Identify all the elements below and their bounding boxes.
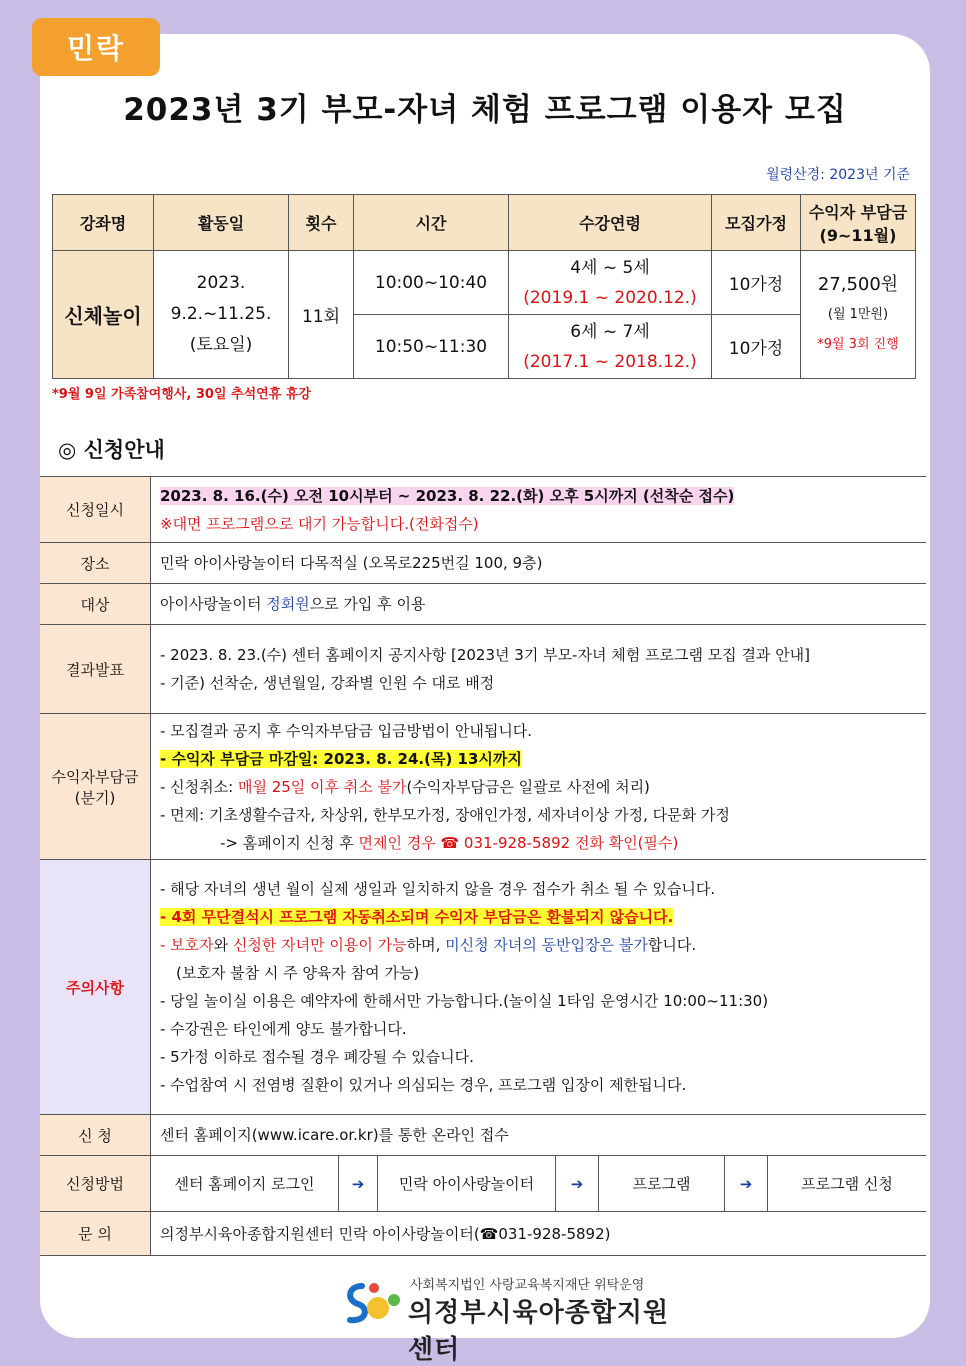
method-step-2: 민락 아이사랑놀이터 xyxy=(378,1156,556,1211)
fee-exempt-contact xyxy=(160,829,926,857)
course-dates xyxy=(154,251,289,379)
fee-cancel-prefix: - 신청취소: xyxy=(160,777,238,796)
place: 민락 아이사랑놀이터 다목적실 (오목로225번길 100, 9층) xyxy=(151,543,927,584)
apply-date-note: ※대면 프로그램으로 대기 가능합니다.(전화접수) xyxy=(160,514,479,533)
fee-line-1: - 모집결과 공지 후 수익자부담금 입금방법이 안내됩니다. xyxy=(160,721,533,740)
caution-line-3 xyxy=(160,931,926,959)
header-count: 횟수 xyxy=(289,195,354,251)
label-caution: 주의사항 xyxy=(40,860,151,1115)
course-date-line3: (토요일) xyxy=(189,335,253,355)
fee-monthly: (월 1만원) xyxy=(827,306,889,322)
section-title: ◎ 신청안내 xyxy=(58,438,165,462)
caution-line-2: - 4회 무단결석시 프로그램 자동취소되며 수익자 부담금은 환불되지 않습니다. xyxy=(160,908,674,926)
course-date-line2: 9.2.~11.25. xyxy=(170,304,272,324)
caution-line-8: - 수업참여 시 전염병 질환이 있거나 의심되는 경우, 프로그램 입장이 제한됩니다. xyxy=(160,1076,687,1094)
info-table xyxy=(40,476,926,1256)
fee-cell xyxy=(801,251,916,379)
course-date-line1: 2023. xyxy=(196,273,246,293)
header-fee xyxy=(801,195,916,251)
header-fee-line1: 수익자 부담금 xyxy=(808,202,908,222)
arrow-icon: ➔ xyxy=(725,1156,768,1211)
fee-deadline: - 수익자 부담금 마감일: 2023. 8. 24.(목) 13시까지 xyxy=(160,749,522,768)
method-flow-cell xyxy=(151,1156,927,1212)
target-member: 정회원 xyxy=(266,595,310,613)
caution-line-4: (보호자 불참 시 주 양육자 참여 가능) xyxy=(176,964,420,982)
header-families: 모집가정 xyxy=(712,195,801,251)
label-apply-date: 신청일시 xyxy=(40,477,151,543)
time-slot-1: 10:00~10:40 xyxy=(354,251,509,315)
method-step-4: 프로그램 신청 xyxy=(801,1175,893,1193)
label-fee xyxy=(40,714,151,860)
header-course: 강좌명 xyxy=(53,195,154,251)
result-line-2: - 기준) 선착순, 생년월일, 강좌별 인원 수 대로 배정 xyxy=(160,674,495,692)
caution-line-6: - 수강권은 타인에게 양도 불가합니다. xyxy=(160,1020,407,1038)
fee-amount: 27,500원 xyxy=(817,273,899,295)
fee-info-cell xyxy=(151,714,927,860)
caution-no-sibling: 미신청 자녀의 동반입장은 불가 xyxy=(445,936,648,954)
fee-cancel-line xyxy=(160,773,926,801)
result-line-1: - 2023. 8. 23.(수) 센터 홈페이지 공지사항 [2023년 3기 부모-자녀 체험 프로그램 모집 결과 안내] xyxy=(160,646,811,664)
caution-only-applied: 신청한 자녀만 이용이 가능 xyxy=(232,936,407,954)
caution-end: 합니다. xyxy=(647,936,697,954)
age-slot-1 xyxy=(509,251,712,315)
age-basis-note: 월령산경: 2023년 기준 xyxy=(766,167,910,183)
age-range-1: 4세 ~ 5세 xyxy=(570,257,650,278)
header-fee-line2: (9~11월) xyxy=(819,225,897,245)
course-name: 신체놀이 xyxy=(53,251,154,379)
method-flow xyxy=(151,1156,926,1211)
age-slot-2 xyxy=(509,315,712,379)
page-title: 2023년 3기 부모-자녀 체험 프로그램 이용자 모집 xyxy=(123,92,847,128)
method-step-3: 프로그램 xyxy=(599,1156,725,1211)
fee-note: *9월 3회 진행 xyxy=(817,336,899,352)
header-time: 시간 xyxy=(354,195,509,251)
course-table xyxy=(52,194,916,379)
caution-line-5: - 당일 놀이실 이용은 예약자에 한해서만 가능합니다.(놀이실 1타임 운영시간 10:00~11:30) xyxy=(160,992,769,1010)
holiday-footnote: *9월 9일 가족참여행사, 30일 추석연휴 휴강 xyxy=(52,387,311,402)
apply-date: 2023. 8. 16.(수) 오전 10시부터 ~ 2023. 8. 22.(화) 오후 5시까지 (선착순 접수) xyxy=(160,486,735,505)
header-age: 수강연령 xyxy=(509,195,712,251)
caution-line-7: - 5가정 이하로 접수될 경우 폐강될 수 있습니다. xyxy=(160,1048,474,1066)
fee-cancel-rule: 매월 25일 이후 취소 불가 xyxy=(237,777,407,796)
target-text-a: 아이사랑놀이터 xyxy=(160,595,267,613)
method-step-1: 센터 홈페이지 로그인 xyxy=(151,1156,339,1211)
caution-guardian: - 보호자 xyxy=(160,936,214,954)
caution-line-1: - 해당 자녀의 생년 월이 실제 생일과 일치하지 않을 경우 접수가 취소 될 수 있습니다. xyxy=(160,880,716,898)
age-range-2: 6세 ~ 7세 xyxy=(570,321,650,342)
label-target: 대상 xyxy=(40,584,151,625)
fee-exempt-line: - 면제: 기초생활수급자, 차상위, 한부모가정, 장애인가정, 세자녀이상 가정, 다문화 가정 xyxy=(160,805,730,824)
label-fee-line2: (분기) xyxy=(74,788,116,807)
label-fee-line1: 수익자부담금 xyxy=(51,767,139,786)
label-method: 신청방법 xyxy=(40,1156,151,1212)
label-result: 결과발표 xyxy=(40,625,151,714)
logo-mark-icon xyxy=(340,1278,404,1328)
birth-range-1: (2019.1 ~ 2020.12.) xyxy=(523,287,697,308)
apply-date-cell xyxy=(151,477,927,543)
course-count: 11회 xyxy=(289,251,354,379)
logo-name: 의정부시육아종합지원센터 xyxy=(408,1298,670,1365)
label-contact: 문 의 xyxy=(40,1212,151,1256)
label-place: 장소 xyxy=(40,543,151,584)
families-1: 10가정 xyxy=(712,251,801,315)
apply-online: 센터 홈페이지(www.icare.or.kr)를 통한 온라인 접수 xyxy=(151,1115,927,1156)
families-2: 10가정 xyxy=(712,315,801,379)
caution-and: 와 xyxy=(213,936,233,954)
contact: 의정부시육아종합지원센터 민락 아이사랑놀이터(☎031-928-5892) xyxy=(151,1212,927,1256)
arrow-icon: ➔ xyxy=(556,1156,599,1211)
fee-exempt-phone: 면제인 경우 ☎ 031-928-5892 전화 확인(필수) xyxy=(358,833,679,852)
fee-cancel-suffix: (수익자부담금은 일괄로 사전에 처리) xyxy=(406,777,650,796)
target-text-c: 으로 가입 후 이용 xyxy=(309,595,426,613)
header-date: 활동일 xyxy=(154,195,289,251)
arrow-icon: ➔ xyxy=(339,1156,378,1211)
result-cell xyxy=(151,625,927,714)
target xyxy=(151,584,927,625)
birth-range-2: (2017.1 ~ 2018.12.) xyxy=(523,351,697,372)
label-apply: 신 청 xyxy=(40,1115,151,1156)
logo-subtitle: 사회복지법인 사랑교육복지재단 위탁운영 xyxy=(410,1278,645,1293)
location-tag: 민락 xyxy=(32,18,160,76)
caution-mid: 하며, xyxy=(406,936,446,954)
time-slot-2: 10:50~11:30 xyxy=(354,315,509,379)
caution-cell xyxy=(151,860,927,1115)
center-logo xyxy=(340,1274,670,1365)
fee-exempt-prefix: -> 홈페이지 신청 후 xyxy=(220,833,359,852)
